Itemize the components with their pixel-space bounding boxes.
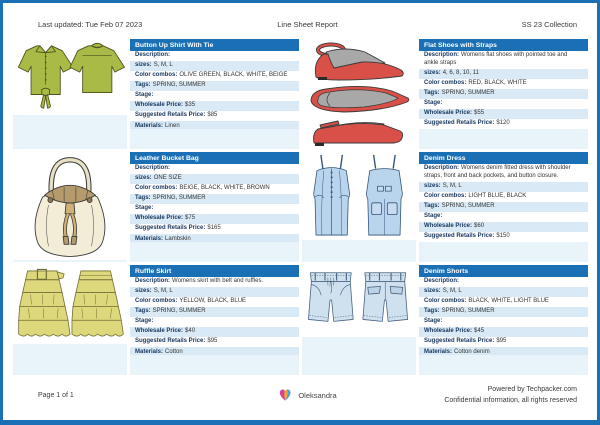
field-label: Color combos: — [135, 298, 178, 305]
flat-shoes-sketch — [302, 39, 416, 149]
product-field-row — [130, 317, 299, 327]
product-details — [419, 39, 588, 149]
field-value: ONE SIZE — [153, 175, 182, 182]
product-image-cell — [13, 152, 127, 262]
field-label: Suggested Retails Price: — [424, 338, 495, 345]
field-label: Wholesale Price: — [135, 215, 184, 222]
field-value: SPRING, SUMMER — [441, 203, 495, 209]
field-label: sizes: — [135, 62, 152, 69]
product-grid — [13, 39, 588, 375]
product-details — [130, 152, 299, 262]
field-value: OLIVE GREEN, BLACK, WHITE, BEIGE — [179, 72, 288, 79]
field-value: Womens denim fitted dress with shoulder straps, front and back pockets, and button closure. — [424, 165, 571, 179]
field-label: Wholesale Price: — [424, 223, 473, 230]
product-field-row — [419, 119, 588, 129]
product-field-row — [130, 164, 299, 174]
field-label: Color combos: — [424, 192, 467, 199]
product-field-row — [130, 224, 299, 234]
card-filler-strip — [130, 355, 299, 375]
field-value: S, M, L — [153, 288, 173, 295]
brand-name: Oleksandra — [298, 391, 337, 400]
field-value: $45 — [474, 328, 485, 335]
field-label: sizes: — [424, 182, 441, 189]
field-label: Materials: — [135, 235, 164, 242]
field-value: Cotton denim — [454, 348, 490, 355]
product-field-row — [419, 182, 588, 192]
field-value: SPRING, SUMMER — [441, 308, 495, 315]
card-filler-strip — [130, 129, 299, 149]
product-name-bar: Flat Shoes with Straps — [419, 39, 588, 51]
product-image-cell — [302, 265, 416, 375]
product-field-row — [130, 71, 299, 81]
field-value: $75 — [185, 215, 196, 222]
product-field-row — [130, 111, 299, 121]
product-details — [419, 152, 588, 262]
field-value: BEIGE, BLACK, WHITE, BROWN — [179, 185, 270, 192]
field-label: Tags: — [424, 308, 440, 315]
field-label: Description: — [424, 52, 460, 59]
product-field-row — [130, 81, 299, 91]
field-label: sizes: — [135, 288, 152, 295]
product-field-row — [130, 91, 299, 101]
field-label: Description: — [135, 278, 171, 285]
product-field-row — [419, 99, 588, 109]
brand-footer — [218, 388, 398, 404]
field-value: $95 — [496, 338, 507, 345]
product-image-cell — [13, 265, 127, 375]
field-label: Wholesale Price: — [424, 328, 473, 335]
field-value: Womens flat shoes with pointed toe and ankle straps — [424, 52, 568, 66]
field-label: Tags: — [135, 308, 151, 315]
report-header — [3, 3, 597, 39]
field-value: $85 — [207, 112, 218, 119]
field-value: Womens skirt with belt and ruffles. — [172, 278, 264, 285]
field-label: Stage: — [424, 100, 443, 107]
product-field-row — [419, 222, 588, 232]
field-label: Suggested Retails Price: — [135, 225, 206, 232]
field-value: $60 — [474, 223, 485, 230]
product-field-row — [130, 204, 299, 214]
powered-by-text: Powered by Techpacker.com — [487, 386, 578, 393]
field-label: sizes: — [424, 288, 441, 295]
card-filler-strip — [419, 242, 588, 262]
field-label: Color combos: — [424, 298, 467, 305]
field-label: Materials: — [135, 348, 164, 355]
report-footer — [3, 375, 597, 420]
field-label: Materials: — [424, 348, 453, 355]
field-value: $40 — [185, 328, 196, 335]
card-filler-strip — [130, 242, 299, 262]
product-details — [130, 39, 299, 149]
ruffle-skirt-sketch — [13, 265, 127, 344]
field-value: $95 — [207, 338, 218, 345]
product-field-row — [419, 69, 588, 79]
field-value: Linen — [165, 122, 180, 129]
brand-logo-heart-icon — [278, 388, 293, 404]
product-name-bar: Leather Bucket Bag — [130, 152, 299, 164]
product-field-row — [130, 214, 299, 224]
field-value: $150 — [496, 233, 510, 240]
field-label: Stage: — [424, 213, 443, 220]
product-name-bar: Button Up Shirt With Tie — [130, 39, 299, 51]
field-label: Suggested Retails Price: — [424, 120, 495, 127]
field-label: Wholesale Price: — [424, 110, 473, 117]
product-name-bar: Ruffle Skirt — [130, 265, 299, 277]
product-field-row — [419, 164, 588, 182]
collection-name: SS 23 Collection — [521, 19, 578, 29]
field-label: Description: — [424, 165, 460, 172]
field-label: Stage: — [424, 318, 443, 325]
last-updated-text: Last updated: Tue Feb 07 2023 — [38, 19, 143, 29]
product-field-row — [130, 327, 299, 337]
product-field-row — [130, 277, 299, 287]
field-label: sizes: — [424, 69, 441, 76]
product-field-row — [130, 101, 299, 111]
product-field-row — [130, 287, 299, 297]
confidential-text: Confidential information, all rights reserved — [444, 396, 578, 404]
product-image-cell — [302, 39, 416, 149]
product-field-row — [419, 337, 588, 347]
field-value: $165 — [207, 225, 221, 232]
bucket-bag-sketch — [13, 152, 127, 260]
field-label: Tags: — [135, 82, 151, 89]
product-field-row — [419, 79, 588, 89]
field-value: SPRING, SUMMER — [152, 308, 206, 315]
denim-dress-sketch — [302, 152, 416, 240]
field-label: Wholesale Price: — [135, 102, 184, 109]
field-value: LIGHT BLUE, BLACK — [468, 192, 527, 199]
product-field-row — [419, 51, 588, 69]
field-label: Stage: — [135, 205, 154, 212]
field-label: Description: — [135, 165, 171, 172]
field-value: RED, BLACK, WHITE — [468, 79, 527, 86]
product-field-row — [419, 192, 588, 202]
field-label: Color combos: — [135, 185, 178, 192]
field-value: $55 — [474, 110, 485, 117]
product-card — [302, 152, 588, 262]
report-title: Line Sheet Report — [277, 19, 338, 29]
product-field-row — [419, 109, 588, 119]
field-value: YELLOW, BLACK, BLUE — [179, 298, 247, 305]
field-value: SPRING, SUMMER — [152, 195, 206, 202]
field-label: Stage: — [135, 318, 154, 325]
product-image-cell — [302, 152, 416, 262]
field-label: sizes: — [135, 175, 152, 182]
field-value: $120 — [496, 120, 510, 127]
product-field-row — [419, 287, 588, 297]
product-field-row — [130, 194, 299, 204]
product-field-row — [419, 232, 588, 242]
page-indicator: Page 1 of 1 — [38, 392, 74, 399]
field-value: $35 — [185, 102, 196, 109]
product-field-row — [130, 307, 299, 317]
field-label: Materials: — [135, 122, 164, 129]
field-label: Tags: — [424, 90, 440, 96]
product-field-row — [419, 277, 588, 287]
product-field-row — [419, 202, 588, 212]
product-card — [13, 152, 299, 262]
field-value: S, M, L — [442, 288, 462, 295]
field-label: Tags: — [135, 195, 151, 202]
field-value: S, M, L — [442, 182, 462, 189]
product-field-row — [130, 297, 299, 307]
field-value: Lambskin — [165, 235, 191, 242]
product-name-bar: Denim Shorts — [419, 265, 588, 277]
product-details — [419, 265, 588, 375]
field-label: Tags: — [424, 203, 440, 209]
field-label: Description: — [424, 278, 460, 285]
field-value: Cotton — [165, 348, 183, 355]
field-value: S, M, L — [153, 62, 173, 69]
field-label: Suggested Retails Price: — [135, 112, 206, 119]
product-name-bar: Denim Dress — [419, 152, 588, 164]
field-label: Stage: — [135, 92, 154, 99]
product-card — [13, 39, 299, 149]
field-value: SPRING, SUMMER — [441, 90, 495, 96]
field-label: Color combos: — [135, 72, 178, 79]
product-field-row — [419, 307, 588, 317]
product-field-row — [419, 89, 588, 99]
field-value: SPRING, SUMMER — [152, 82, 206, 89]
field-label: Color combos: — [424, 79, 467, 86]
denim-shorts-sketch — [302, 265, 416, 337]
product-field-row — [130, 174, 299, 184]
field-value: 4, 6, 8, 10, 11 — [442, 69, 479, 76]
card-filler-strip — [419, 355, 588, 375]
field-label: Wholesale Price: — [135, 328, 184, 335]
field-label: Suggested Retails Price: — [135, 338, 206, 345]
product-card — [13, 265, 299, 375]
shirt-flat-sketch — [13, 39, 127, 115]
product-field-row — [419, 317, 588, 327]
product-field-row — [130, 337, 299, 347]
product-card — [302, 265, 588, 375]
field-label: Description: — [135, 52, 171, 59]
product-card — [302, 39, 588, 149]
product-field-row — [419, 297, 588, 307]
product-field-row — [130, 184, 299, 194]
product-field-row — [419, 327, 588, 337]
product-field-row — [419, 212, 588, 222]
field-value: BLACK, WHITE, LIGHT BLUE — [468, 298, 549, 305]
product-details — [130, 265, 299, 375]
product-field-row — [130, 61, 299, 71]
product-image-cell — [13, 39, 127, 149]
field-label: Suggested Retails Price: — [424, 233, 495, 240]
product-field-row — [130, 51, 299, 61]
footer-legal — [397, 385, 577, 406]
card-filler-strip — [419, 129, 588, 149]
